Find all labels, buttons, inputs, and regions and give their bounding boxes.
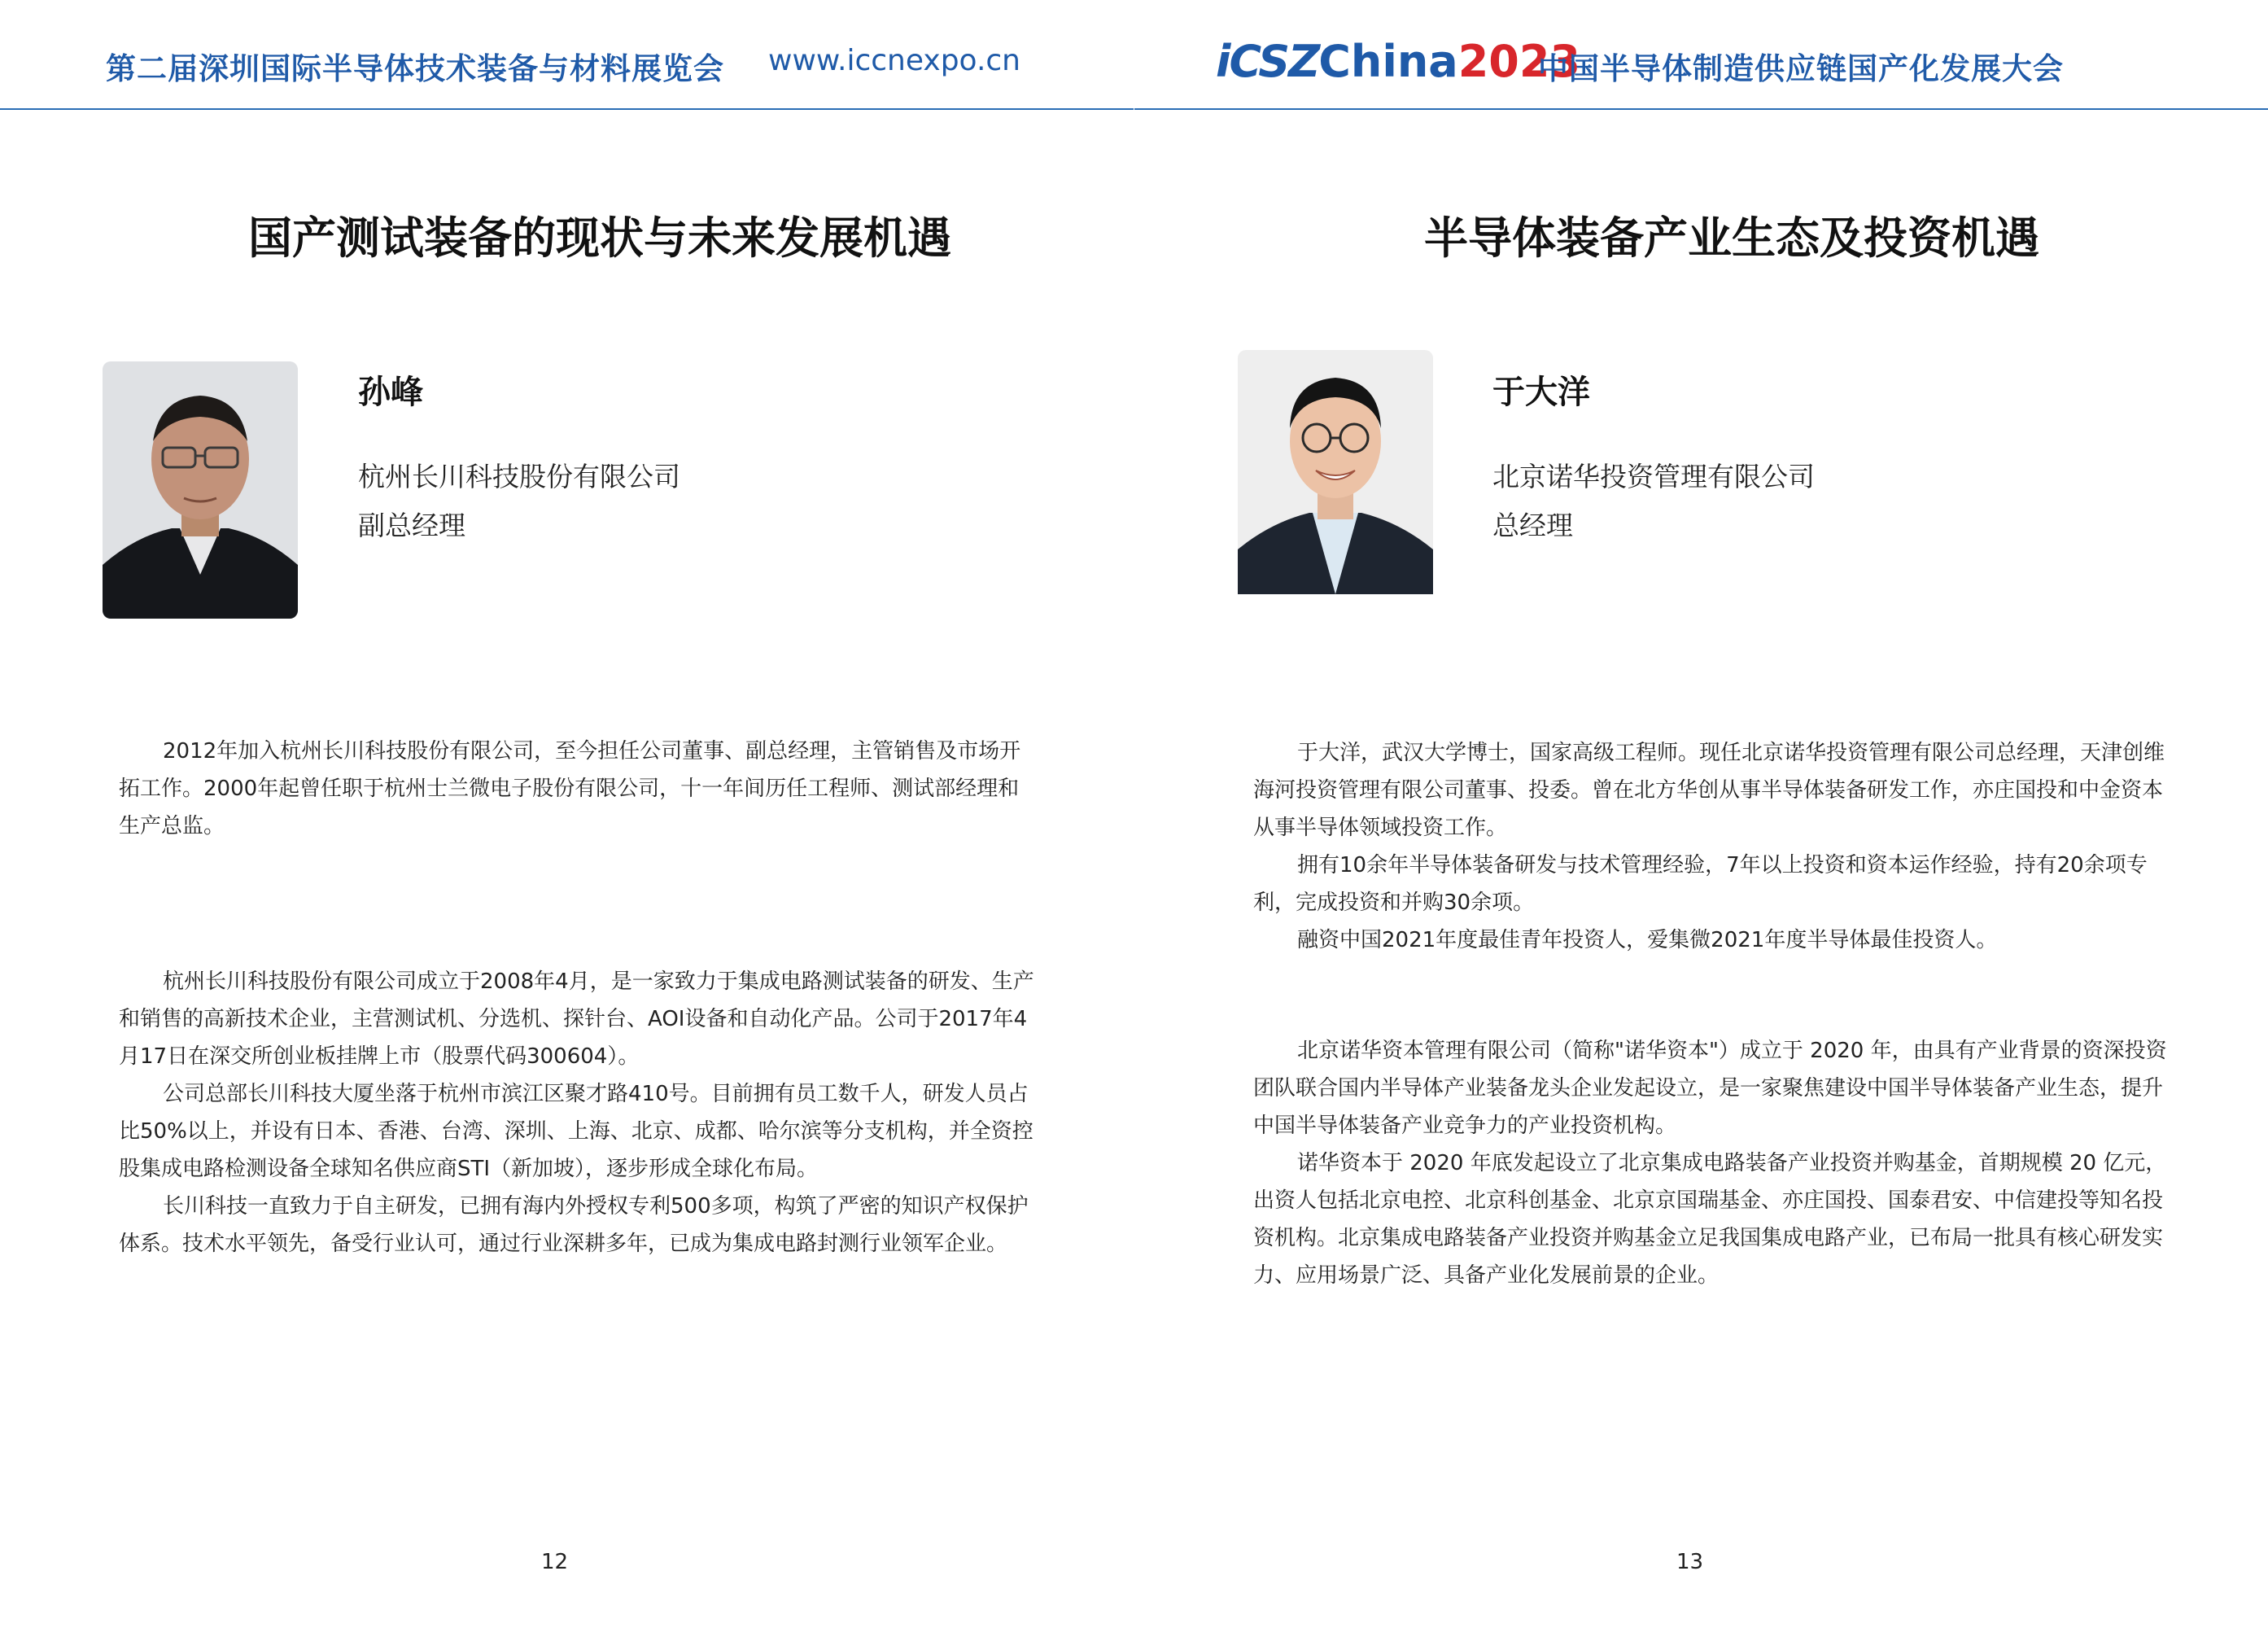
- company-intro-paragraph: 诺华资本于 2020 年底发起设立了北京集成电路装备产业投资并购基金，首期规模 20 亿元，出资人包括北京电控、北京科创基金、北京京国瑞基金、亦庄国投、国泰君安、中信建投等知名投资机构。北京集成电路装备产业投资并购基金立足我国集成电路产业，已布局一批具有核心研发实力、应用场景广泛、具备产业化发展前景的企业。: [1253, 1151, 2167, 1288]
- header-conference-title: 中国半导体制造供应链国产化发展大会: [1538, 51, 2064, 86]
- right-page: [1134, 0, 2268, 1628]
- speaker-position: 总经理: [1492, 510, 1573, 541]
- header-rule: [0, 108, 1134, 110]
- icsz-china-logo: iCSZChina2023: [1216, 36, 1581, 87]
- speaker-photo: [103, 361, 298, 619]
- header-exhibition-title: 第二届深圳国际半导体技术装备与材料展览会: [106, 51, 724, 86]
- company-intro-paragraph: 杭州长川科技股份有限公司成立于2008年4月，是一家致力于集成电路测试装备的研发、生产和销售的高新技术企业，主营测试机、分选机、探针台、AOI设备和自动化产品。公司于2017年4月17日在深交所创业板挂牌上市（股票代码300604）。: [119, 969, 1034, 1069]
- speaker-photo: [1238, 350, 1433, 607]
- page-number: 12: [541, 1550, 569, 1574]
- header-url[interactable]: www.iccnexpo.cn: [768, 44, 1020, 77]
- company-intro-paragraph: 北京诺华资本管理有限公司（简称"诺华资本"）成立于 2020 年，由具有产业背景的资深投资团队联合国内半导体产业装备龙头企业发起设立，是一家聚焦建设中国半导体装备产业生态，提升中国半导体装备产业竞争力的产业投资机构。: [1253, 1039, 2167, 1138]
- speaker-company: 北京诺华投资管理有限公司: [1492, 461, 1815, 492]
- speaker-name: 于大洋: [1492, 374, 1590, 411]
- speaker-bio-paragraph: 于大洋，武汉大学博士，国家高级工程师。现任北京诺华投资管理有限公司总经理，天津创维海河投资管理有限公司董事、投委。曾在北方华创从事半导体装备研发工作，亦庄国投和中金资本从事半导体领域投资工作。: [1253, 741, 2165, 840]
- company-intro-paragraph: 长川科技一直致力于自主研发，已拥有海内外授权专利500多项，构筑了严密的知识产权保护体系。技术水平领先，备受行业认可，通过行业深耕多年，已成为集成电路封测行业领军企业。: [119, 1194, 1029, 1256]
- header-rule: [1134, 108, 2268, 110]
- speaker-portrait-icon: [1238, 350, 1433, 594]
- company-intro-paragraph: 公司总部长川科技大厦坐落于杭州市滨江区聚才路410号。目前拥有员工数千人，研发人员占比50%以上，并设有日本、香港、台湾、深圳、上海、北京、成都、哈尔滨等分支机构，并全资控股集成电路检测设备全球知名供应商STI（新加坡），逐步形成全球化布局。: [119, 1082, 1033, 1181]
- speaker-position: 副总经理: [358, 510, 465, 541]
- speaker-bio-paragraph: 拥有10余年半导体装备研发与技术管理经验，7年以上投资和资本运作经验，持有20余项专利，完成投资和并购30余项。: [1253, 853, 2148, 915]
- speaker-bio-paragraph: 融资中国2021年度最佳青年投资人，爱集微2021年度半导体最佳投资人。: [1297, 928, 1998, 952]
- talk-title: 国产测试装备的现状与未来发展机遇: [248, 212, 951, 264]
- speaker-portrait-icon: [103, 361, 298, 619]
- speaker-bio-paragraph: 2012年加入杭州长川科技股份有限公司，至今担任公司董事、副总经理，主管销售及市场开拓工作。2000年起曾任职于杭州士兰微电子股份有限公司，十一年间历任工程师、测试部经理和生产总监。: [119, 739, 1021, 838]
- page-number: 13: [1676, 1550, 1704, 1574]
- speaker-company: 杭州长川科技股份有限公司: [358, 461, 680, 492]
- speaker-name: 孙峰: [358, 374, 423, 411]
- talk-title: 半导体装备产业生态及投资机遇: [1424, 212, 2039, 264]
